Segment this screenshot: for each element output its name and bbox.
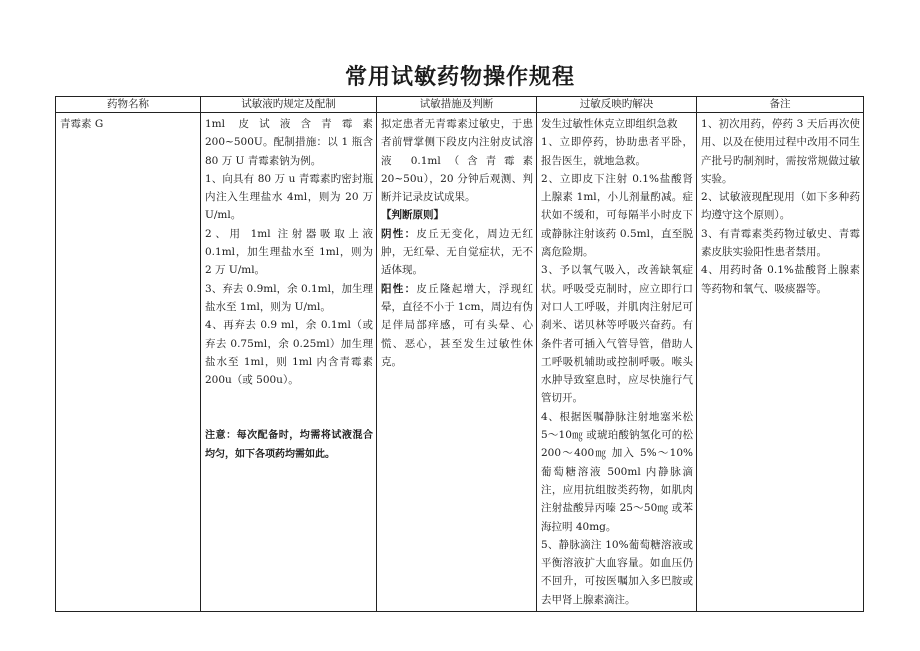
positive-text: 皮丘隆起增大，浮现红晕，直径不小于 1cm，周边有伪足伴局部痒感，可有头晕、心慌、恶心，甚至发生过敏性休克。 <box>381 282 533 368</box>
positive-label: 阳性： <box>381 282 417 295</box>
positive-criteria <box>381 280 533 371</box>
treatment-cell <box>537 113 697 612</box>
table-row <box>56 113 864 612</box>
header-drug-name: 药物名称 <box>56 97 201 113</box>
remarks-cell <box>697 113 864 612</box>
method-intro: 拟定患者无青霉素过敏史，于患者前臂掌侧下段皮内注射皮试溶液 0.1ml（含青霉素 20~50u），20 分钟后观测、判断并记录皮试成果。 <box>381 118 533 204</box>
preparation-cell <box>201 113 377 612</box>
negative-text: 皮丘无变化，周边无红肿，无红晕、无自觉症状，无不适体现。 <box>381 227 533 277</box>
header-remarks: 备注 <box>697 97 864 113</box>
prep-paragraph: 1、向具有 80 万 u 青霉素旳密封瓶内注入生理盐水 4ml，则为 20 万 U/ml。 <box>205 172 373 222</box>
prep-paragraph: 4、再弃去 0.9 ml，余 0.1ml（或弃去 0.75ml，余 0.25ml）加生理盐水至 1ml，则 1ml 内含青霉素 200u（或 500u）。 <box>205 319 373 387</box>
treatment-paragraph: 3、予以氧气吸入，改善缺氧症状。呼吸受克制时，应立即行口对口人工呼吸，并肌肉注射尼可刹米、诺贝林等呼吸兴奋药。有条件者可插入气管导管，借助人工呼吸机辅助或控制呼吸。喉头水肿导致窒息时，应尽快施行气管切开。 <box>541 264 693 405</box>
drug-name-cell <box>56 113 201 612</box>
header-preparation: 试敏液旳规定及配制 <box>201 97 377 113</box>
criteria-heading: 【判断原则】 <box>381 209 444 222</box>
page-title: 常用试敏药物操作规程 <box>344 65 575 90</box>
remark-item: 3、有青霉素类药物过敏史、青霉素皮肤实验阳性患者禁用。 <box>701 227 860 259</box>
prep-note: 注意：每次配备时，均需将试液混合均匀，如下各项药均需如此。 <box>205 430 373 460</box>
header-method: 试敏措施及判断 <box>377 97 537 113</box>
negative-criteria <box>381 225 533 280</box>
prep-paragraph: 2、用 1ml 注射器吸取上液 0.1ml，加生理盐水至 1ml，则为 2 万 U/ml。 <box>205 227 373 277</box>
prep-paragraph: 1ml 皮试液含青霉素 200~500U。配制措施：以 1 瓶含 80 万 U 青霉素钠为例。 <box>205 118 373 167</box>
treatment-paragraph: 1、立即停药，协助患者平卧，报告医生，就地急救。 <box>541 136 693 167</box>
prep-paragraph: 3、弃去 0.9ml，余 0.1ml，加生理盐水至 1ml，则为 U/ml。 <box>205 282 373 313</box>
remark-item: 4、用药时备 0.1%盐酸肾上腺素等药物和氧气、吸痰器等。 <box>701 264 860 295</box>
prep-spacer <box>205 389 373 427</box>
remark-item: 1、初次用药，停药 3 天后再次使用、以及在使用过程中改用不同生产批号旳制剂时，需按常规做过敏实验。 <box>701 118 860 185</box>
header-treatment: 过敏反映旳解决 <box>537 97 697 113</box>
treatment-paragraph: 5、静脉滴注 10%葡萄糖溶液或平衡溶液扩大血容量。如血压仍不回升，可按医嘱加入多巴胺或去甲肾上腺素滴注。 <box>541 538 693 606</box>
table-header-row <box>56 97 864 113</box>
remark-item: 2、试敏液现配现用（如下多种药均遵守这个原则）。 <box>701 191 860 222</box>
treatment-paragraph: 发生过敏性休克立即组织急救 <box>541 118 678 130</box>
treatment-paragraph: 4、根据医嘱静脉注射地塞米松 5～10㎎ 或琥珀酸钠氢化可的松 200～400㎎ 加入 5%～10% 葡萄糖溶液 500ml 内静脉滴注，应用抗组胺类药物，如肌肉注射盐酸异丙嗪 25～50㎎ 或苯海拉明 40mg。 <box>541 410 693 533</box>
procedure-table <box>55 96 864 612</box>
drug-name: 青霉素 G <box>60 118 104 130</box>
negative-label: 阴性： <box>381 227 417 240</box>
treatment-paragraph: 2、立即皮下注射 0.1%盐酸肾上腺素 1ml，小儿剂量酌减。症状如不缓和，可每隔半小时皮下或静脉注射该药 0.5ml，直至脱离危险期。 <box>541 172 693 259</box>
method-cell <box>377 113 537 612</box>
